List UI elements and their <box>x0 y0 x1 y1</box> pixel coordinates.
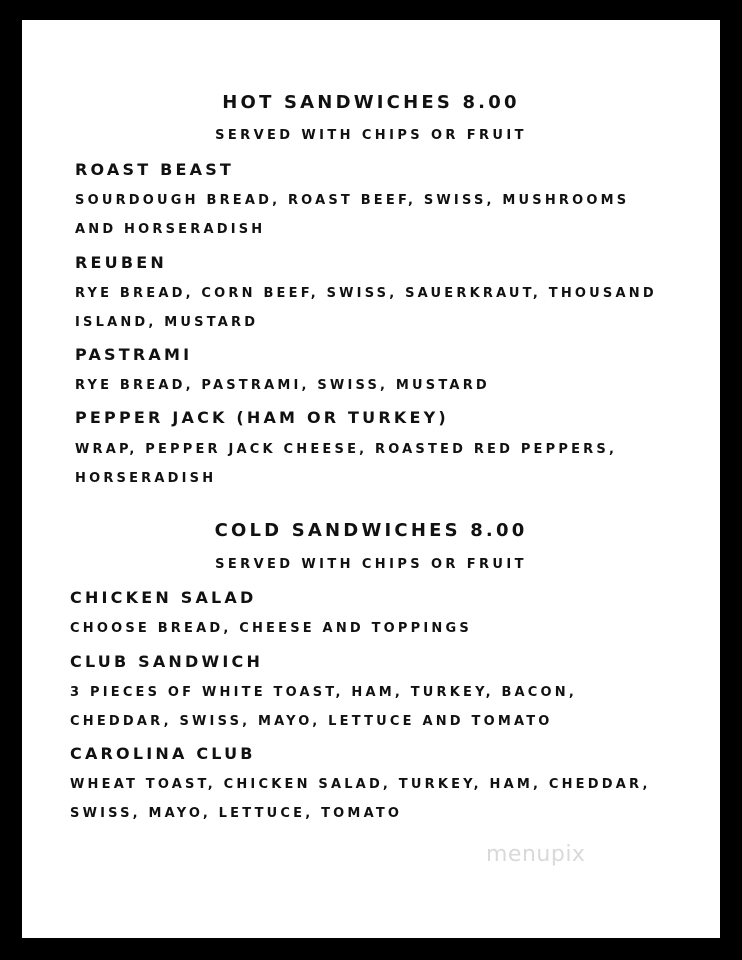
menu-item-name: CAROLINA CLUB <box>70 744 256 763</box>
cold-section-heading: COLD SANDWICHES 8.00 <box>214 520 528 541</box>
hot-section-heading: HOT SANDWICHES 8.00 <box>222 92 520 113</box>
hot-section-subheading: SERVED WITH CHIPS OR FRUIT <box>215 128 527 143</box>
menu-item-desc: CHOOSE BREAD, CHEESE AND TOPPINGS <box>70 621 472 636</box>
menu-item-desc: 3 PIECES OF WHITE TOAST, HAM, TURKEY, BACON, <box>70 685 578 700</box>
menu-item-name: PASTRAMI <box>75 345 193 364</box>
menu-item-desc: WHEAT TOAST, CHICKEN SALAD, TURKEY, HAM, CHEDDAR, <box>70 777 651 792</box>
menu-page <box>22 20 720 938</box>
menu-item-desc: ISLAND, MUSTARD <box>75 315 259 330</box>
menu-item-desc: RYE BREAD, CORN BEEF, SWISS, SAUERKRAUT, THOUSAND <box>75 286 657 301</box>
menu-item-desc: SWISS, MAYO, LETTUCE, TOMATO <box>70 806 403 821</box>
menu-item-desc: CHEDDAR, SWISS, MAYO, LETTUCE AND TOMATO <box>70 714 553 729</box>
menu-item-desc: AND HORSERADISH <box>75 222 266 237</box>
menu-item-name: CLUB SANDWICH <box>70 652 264 671</box>
menu-item-name: CHICKEN SALAD <box>70 588 257 607</box>
menu-item-name: PEPPER JACK (HAM OR TURKEY) <box>75 408 449 427</box>
menu-item-name: REUBEN <box>75 253 167 272</box>
menu-item-desc: HORSERADISH <box>75 471 217 486</box>
menu-item-desc: RYE BREAD, PASTRAMI, SWISS, MUSTARD <box>75 378 490 393</box>
cold-section-subheading: SERVED WITH CHIPS OR FRUIT <box>215 557 527 572</box>
menu-item-desc: SOURDOUGH BREAD, ROAST BEEF, SWISS, MUSHROOMS <box>75 193 630 208</box>
menu-item-name: ROAST BEAST <box>75 160 235 179</box>
menupix-watermark: menupix <box>486 842 586 867</box>
menu-item-desc: WRAP, PEPPER JACK CHEESE, ROASTED RED PEPPERS, <box>75 442 618 457</box>
